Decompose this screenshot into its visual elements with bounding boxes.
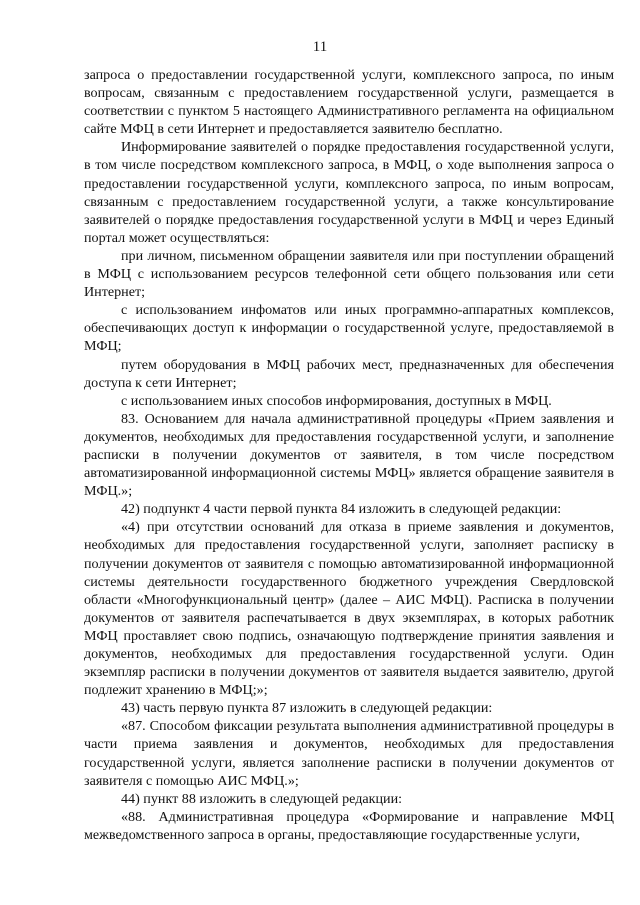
document-body: [84, 66, 614, 844]
paragraph-6: с использованием иных способов информирования, доступных в МФЦ.: [121, 392, 552, 409]
paragraph-12: 44) пункт 88 изложить в следующей редакции:: [121, 790, 403, 807]
paragraph-11: «87. Способом фиксации результата выполнения административной процедуры в части приема заявления и документов, необходимых для предоставления государственной услуги, является заполнение расписки в получении документов от заявителя с помощью АИС МФЦ.»;: [84, 718, 614, 789]
paragraph-8: 42) подпункт 4 части первой пункта 84 изложить в следующей редакции:: [121, 501, 562, 518]
paragraph-3: при личном, письменном обращении заявителя или при поступлении обращений в МФЦ с использованием ресурсов телефонной сети общего пользования или сети Интернет;: [84, 247, 614, 301]
paragraph-4: с использованием инфоматов или иных программно-аппаратных комплексов, обеспечивающих доступ к информации о государственной услуге, предоставляемой в МФЦ;: [84, 302, 614, 355]
paragraph-13: «88. Административная процедура «Формирование и направление МФЦ межведомственного запроса в органы, предоставляющие государственные услуги,: [84, 808, 614, 843]
page-number: 11: [312, 39, 328, 55]
paragraph-9: «4) при отсутствии оснований для отказа в приеме заявления и документов, необходимых для предоставления государственной услуги, заполняет расписку в получении документов от заявителя с помощью автоматизированной информационной системы деятельности государственного бюджетного учреждения Свердловской области «Многофункциональный центр» (далее – АИС МФЦ). Расписка в получении документов от заявителя распечатывается в двух экземплярах, в которых работник МФЦ проставляет свою подпись, означающую подтверждение принятия заявления и документов, необходимых для предоставления государственной услуги. Один экземпляр расписки в получении документов от заявителя выдается заявителю, другой подлежит хранению в МФЦ;»;: [84, 519, 614, 699]
paragraph-2: Информирование заявителей о порядке предоставления государственной услуги, в том числе посредством комплексного запроса, в МФЦ, о ходе выполнения запроса о предоставлении государственной услуги, комплексного запроса, по иным вопросам, связанным с предоставлением государственной услуги, а также консультирование заявителей о порядке предоставления государственной услуги в МФЦ и через Единый портал может осуществляться:: [84, 139, 614, 246]
paragraph-10: 43) часть первую пункта 87 изложить в следующей редакции:: [121, 700, 493, 717]
paragraph-7: 83. Основанием для начала административной процедуры «Прием заявления и документов, необходимых для предоставления государственной услуги, и заполнение расписки в получении документов от заявителя, в том числе посредством автоматизированной информационной системы МФЦ» является обращение заявителя в МФЦ.»;: [84, 410, 614, 500]
paragraph-1: запроса о предоставлении государственной услуги, комплексного запроса, по иным вопросам, связанным с предоставлением государственной услуги, размещается в соответствии с пунктом 5 настоящего Административного регламента на официальном сайте МФЦ в сети Интернет и предоставляется заявителю бесплатно.: [84, 67, 614, 138]
paragraph-5: путем оборудования в МФЦ рабочих мест, предназначенных для обеспечения доступа к сети Интернет;: [84, 356, 614, 391]
